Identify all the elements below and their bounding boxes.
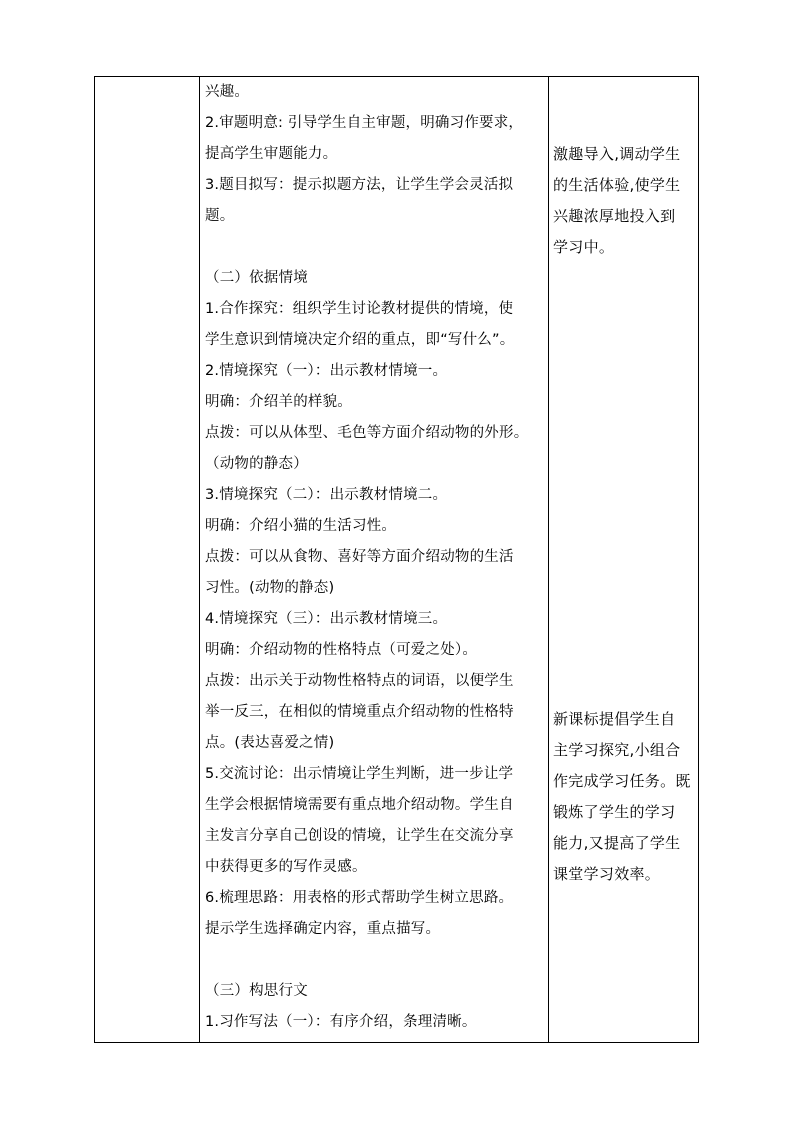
process-line: 生学会根据情境需要有重点地介绍动物。学生自: [205, 797, 514, 813]
process-line: 2.情境探究（一）：出示教材情境一。: [205, 363, 448, 379]
process-line: 5.交流讨论：出示情境让学生判断，进一步让学: [205, 766, 514, 782]
note-line: 能力,又提高了学生: [553, 834, 681, 852]
process-line: 3.题目拟写：提示拟题方法，让学生学会灵活拟: [205, 177, 514, 193]
process-line: 主发言分享自己创设的情境，让学生在交流分享: [205, 828, 514, 844]
process-line: 举一反三，在相似的情境重点介绍动物的性格特: [205, 704, 514, 720]
process-line: 点拨：可以从体型、毛色等方面介绍动物的外形。: [205, 425, 529, 441]
process-line: 提高学生审题能力。: [205, 146, 338, 162]
note-line: 新课标提倡学生自: [553, 710, 676, 728]
column-divider-left: [199, 77, 200, 1042]
note-line: 兴趣浓厚地投入到: [553, 207, 676, 225]
note-line: 激趣导入,调动学生: [553, 145, 681, 163]
process-line: 4.情境探究（三）：出示教材情境三。: [205, 611, 448, 627]
process-line: 习性。(动物的静态): [205, 580, 335, 596]
process-line: 点。(表达喜爱之情): [205, 735, 335, 751]
note-line: 主学习探究,小组合: [553, 741, 681, 759]
section-heading: （三）构思行文: [205, 983, 308, 999]
teaching-process-column: [205, 77, 550, 1038]
process-line: 2.审题明意: 引导学生自主审题，明确习作要求，: [205, 115, 524, 131]
process-line: （动物的静态）: [205, 456, 308, 472]
process-line: 提示学生选择确定内容，重点描写。: [205, 921, 441, 937]
design-intent-note-1: [553, 139, 698, 263]
process-line: 点拨：可以从食物、喜好等方面介绍动物的生活: [205, 549, 514, 565]
blank-line: [205, 232, 550, 263]
process-line: 兴趣。: [205, 84, 250, 100]
lesson-plan-table: [94, 76, 699, 1043]
process-line: 1.合作探究：组织学生讨论教材提供的情境，使: [205, 301, 514, 317]
process-line: 中获得更多的写作灵感。: [205, 859, 367, 875]
process-line: 题。: [205, 208, 235, 224]
section-heading: （二）依据情境: [205, 270, 308, 286]
process-line: 学生意识到情境决定介绍的重点，即“写什么”。: [205, 332, 515, 348]
process-line: 点拨：出示关于动物性格特点的词语，以便学生: [205, 673, 514, 689]
note-line: 作完成学习任务。既: [553, 772, 691, 790]
process-line: 6.梳理思路：用表格的形式帮助学生树立思路。: [205, 890, 514, 906]
note-line: 学习中。: [553, 238, 615, 256]
process-line: 1.习作写法（一）：有序介绍，条理清晰。: [205, 1014, 477, 1030]
note-line: 的生活体验,使学生: [553, 176, 681, 194]
process-line: 3.情境探究（二）：出示教材情境二。: [205, 487, 448, 503]
note-line: 锻炼了学生的学习: [553, 803, 676, 821]
process-line: 明确：介绍羊的样貌。: [205, 394, 352, 410]
design-intent-note-2: [553, 704, 698, 890]
process-line: 明确：介绍动物的性格特点（可爱之处）。: [205, 642, 478, 658]
blank-line: [205, 945, 550, 976]
note-line: 课堂学习效率。: [553, 865, 661, 883]
process-line: 明确：介绍小猫的生活习性。: [205, 518, 397, 534]
